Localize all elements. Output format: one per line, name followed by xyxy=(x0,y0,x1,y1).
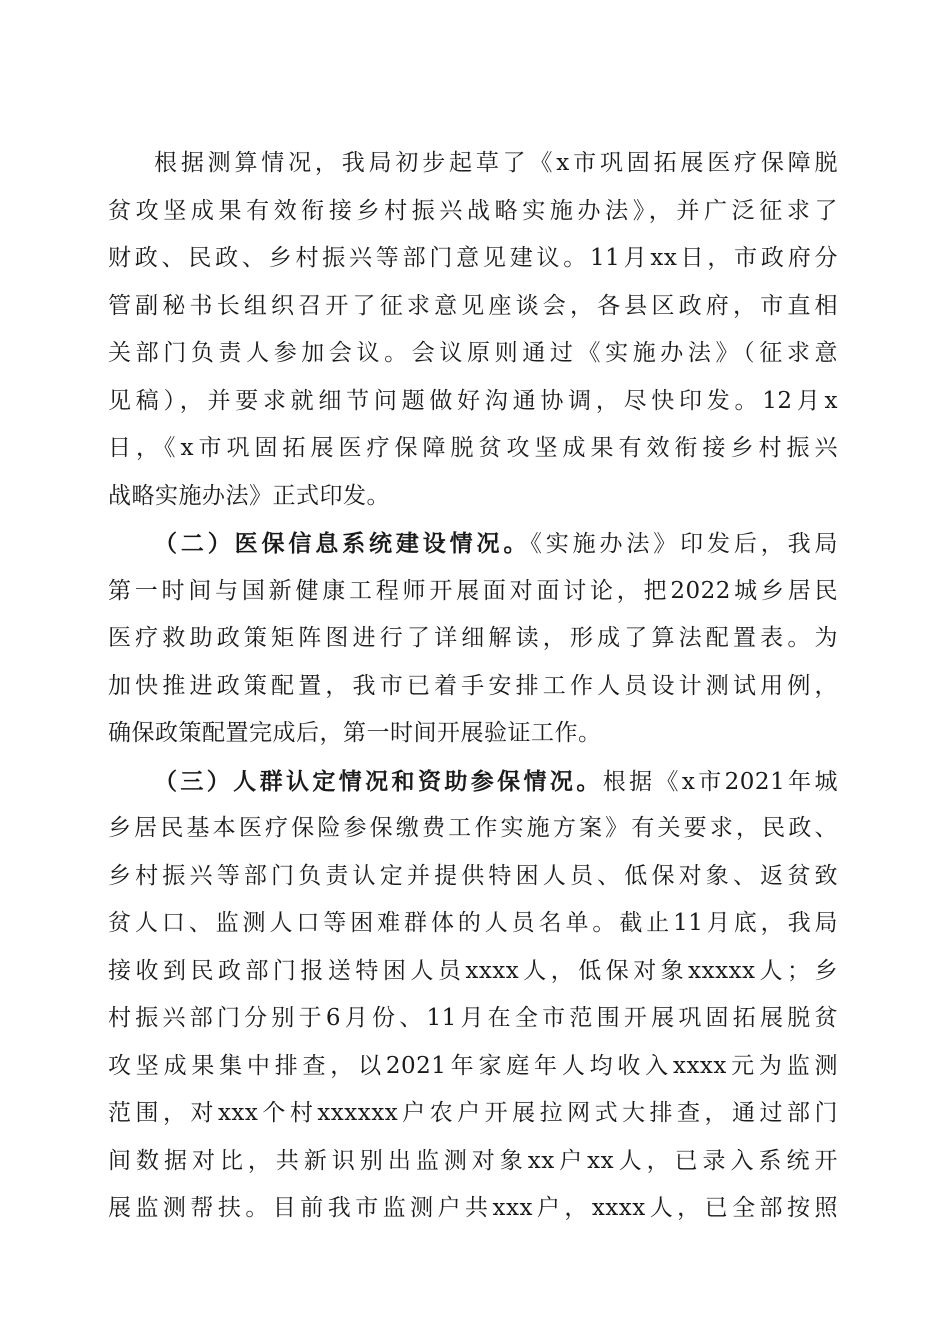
paragraph-line: 管副秘书长组织召开了征求意见座谈会，各县区政府，市直相 xyxy=(108,292,838,319)
paragraph-line-with-heading xyxy=(108,758,838,806)
paragraph-line: 加快推进政策配置，我市已着手安排工作人员设计测试用例， xyxy=(108,672,838,699)
paragraph-line: 范围，对xxx个村xxxxxx户农户开展拉网式大排查，通过部门 xyxy=(108,1100,838,1126)
paragraph-line: 关部门负责人参加会议。会议原则通过《实施办法》（征求意 xyxy=(108,340,838,366)
paragraph-line: 攻坚成果集中排查，以2021年家庭年人均收入xxxx元为监测 xyxy=(108,1052,838,1079)
paragraph-line: 接收到民政部门报送特困人员xxxx人，低保对象xxxxx人；乡 xyxy=(108,957,838,984)
paragraph-line: 根据测算情况，我局初步起草了《x市巩固拓展医疗保障脱 xyxy=(154,150,838,176)
paragraph-line: 第一时间与国新健康工程师开展面对面讨论，把2022城乡居民 xyxy=(108,577,838,604)
paragraph-line: 间数据对比，共新识别出监测对象xx户xx人，已录入系统开 xyxy=(108,1147,838,1174)
paragraph-line-with-heading xyxy=(108,520,838,568)
paragraph-text: 《实施办法》印发后，我局 xyxy=(530,531,839,557)
document-body xyxy=(108,140,838,1233)
paragraph-line: 贫攻坚成果有效衔接乡村振兴战略实施办法》，并广泛征求了 xyxy=(108,197,838,224)
paragraph-text: 根据《x市2021年城 xyxy=(602,768,838,795)
paragraph-line: 日，《x市巩固拓展医疗保障脱贫攻坚成果有效衔接乡村振兴 xyxy=(108,435,838,461)
paragraph-line: 村振兴部门分别于6月份、11月在全市范围开展巩固拓展脱贫 xyxy=(108,1005,838,1031)
section-heading: （二）医保信息系统建设情况。 xyxy=(154,530,531,557)
paragraph-line: 确保政策配置完成后，第一时间开展验证工作。 xyxy=(108,720,602,746)
paragraph-line: 见稿），并要求就细节问题做好沟通协调，尽快印发。12月x xyxy=(108,387,838,414)
paragraph-line: 医疗救助政策矩阵图进行了详细解读，形成了算法配置表。为 xyxy=(108,625,838,651)
paragraph-line: 乡村振兴等部门负责认定并提供特困人员、低保对象、返贫致 xyxy=(108,862,838,889)
paragraph-line: 财政、民政、乡村振兴等部门意见建议。11月xx日，市政府分 xyxy=(108,245,838,271)
paragraph-line: 贫人口、监测人口等困难群体的人员名单。截止11月底，我局 xyxy=(108,910,838,936)
paragraph-line: 乡居民基本医疗保险参保缴费工作实施方案》有关要求，民政、 xyxy=(108,815,838,841)
paragraph-line: 战略实施办法》正式印发。 xyxy=(108,482,390,509)
section-heading: （三）人群认定情况和资助参保情况。 xyxy=(154,767,603,795)
paragraph-line: 展监测帮扶。目前我市监测户共xxx户，xxxx人，已全部按照 xyxy=(108,1195,838,1221)
